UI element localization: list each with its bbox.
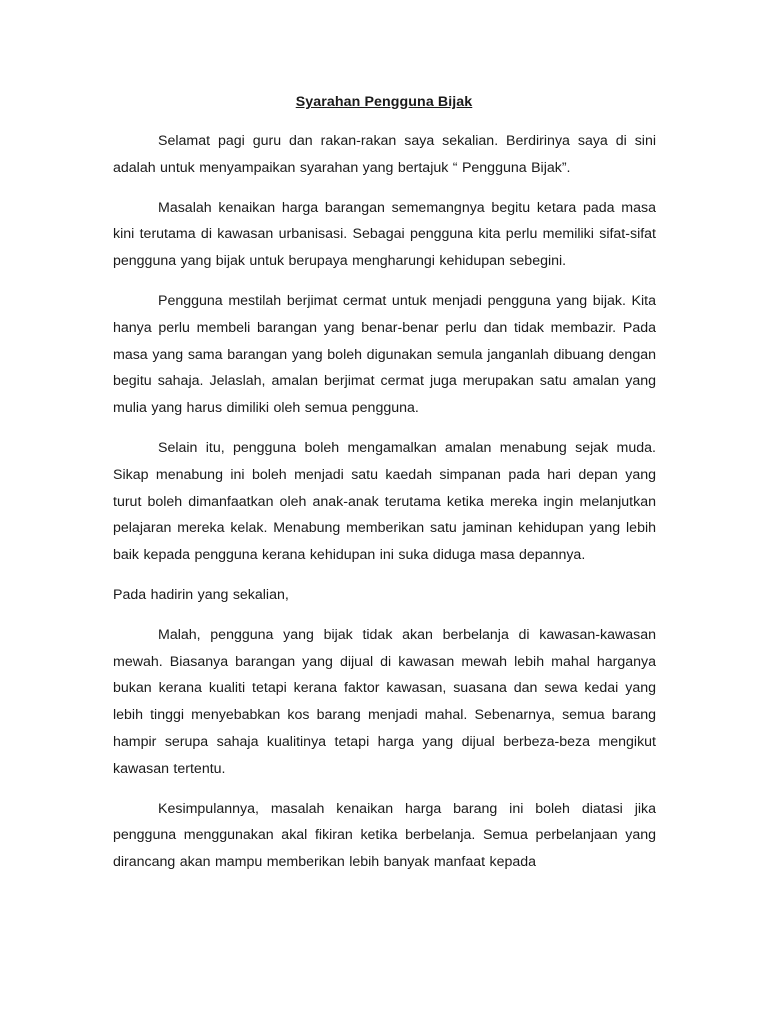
paragraph-greeting: Selamat pagi guru dan rakan-rakan saya sekalian. Berdirinya saya di sini adalah untuk menyampaikan syarahan yang bertajuk “ Pengguna Bijak”. [113, 133, 656, 176]
paragraph-address: Pada hadirin yang sekalian, [113, 586, 289, 603]
document-title: Syarahan Pengguna Bijak [295, 94, 473, 110]
paragraph-luxury-areas: Malah, pengguna yang bijak tidak akan berbelanja di kawasan-kawasan mewah. Biasanya barangan yang dijual di kawasan mewah lebih mahal harganya bukan kerana kualiti tetapi kerana faktor kawasan, suasana dan sewa kedai yang lebih tinggi menyebabkan kos barang menjadi mahal. Sebenarnya, semua barang hampir serupa sahaja kualitinya tetapi harga yang dijual berbeza-beza mengikut kawasan tertentu. [113, 626, 656, 777]
paragraph-saving: Selain itu, pengguna boleh mengamalkan amalan menabung sejak muda. Sikap menabung ini boleh menjadi satu kaedah simpanan pada hari depan yang turut boleh dimanfaatkan oleh anak-anak terutama ketika mereka ingin melanjutkan pelajaran mereka kelak. Menabung memberikan satu jaminan kehidupan yang lebih baik kepada pengguna kerana kehidupan ini suka diduga masa depannya. [113, 439, 656, 564]
document-body [113, 128, 656, 889]
paragraph-thrift: Pengguna mestilah berjimat cermat untuk menjadi pengguna yang bijak. Kita hanya perlu membeli barangan yang benar-benar perlu dan tidak membazir. Pada masa yang sama barangan yang boleh digunakan semula janganlah dibuang dengan begitu sahaja. Jelaslah, amalan berjimat cermat juga merupakan satu amalan yang mulia yang harus dimiliki oleh semua pengguna. [113, 292, 656, 417]
paragraph-conclusion: Kesimpulannya, masalah kenaikan harga barang ini boleh diatasi jika pengguna menggunakan akal fikiran ketika berbelanja. Semua perbelanjaan yang dirancang akan mampu memberikan lebih banyak manfaat kepada [113, 800, 656, 871]
paragraph-price-increase: Masalah kenaikan harga barangan sememangnya begitu ketara pada masa kini terutama di kawasan urbanisasi. Sebagai pengguna kita perlu memiliki sifat-sifat pengguna yang bijak untuk berupaya mengharungi kehidupan sebegini. [113, 199, 656, 270]
